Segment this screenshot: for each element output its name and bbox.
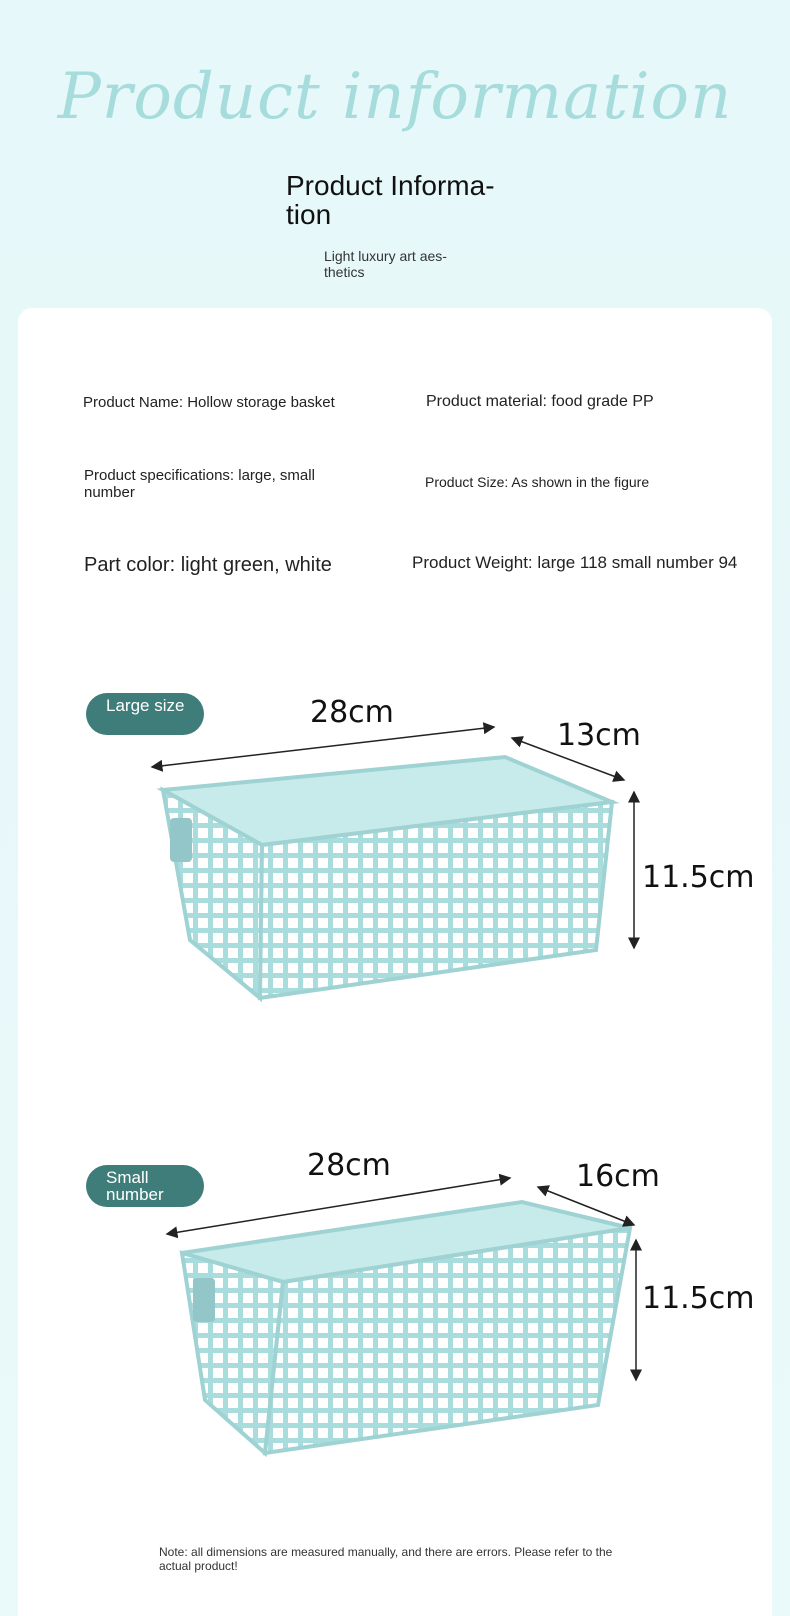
page-subtitle: Light luxury art aes- thetics bbox=[324, 248, 447, 280]
small-width-label: 16cm bbox=[576, 1159, 660, 1194]
large-size-badge: Large size bbox=[86, 693, 204, 735]
large-length-arrow bbox=[152, 727, 494, 767]
large-basket-image bbox=[163, 757, 612, 998]
page-title: Product Informa- tion bbox=[286, 170, 495, 230]
large-width-label: 13cm bbox=[557, 718, 641, 753]
small-basket-image bbox=[182, 1202, 630, 1453]
spec-product-specifications: Product specifications: large, small number bbox=[84, 467, 315, 501]
spec-product-material: Product material: food grade PP bbox=[426, 393, 654, 410]
large-height-label: 11.5cm bbox=[642, 860, 755, 895]
script-title: Product information bbox=[57, 60, 733, 134]
spec-part-color: Part color: light green, white bbox=[84, 554, 332, 576]
small-number-badge: Small number bbox=[86, 1165, 204, 1207]
measurement-note: Note: all dimensions are measured manually, and there are errors. Please refer to the actual product! bbox=[159, 1545, 613, 1573]
large-length-label: 28cm bbox=[310, 695, 394, 730]
spec-product-name: Product Name: Hollow storage basket bbox=[83, 394, 335, 411]
spec-product-weight: Product Weight: large 118 small number 94 bbox=[412, 553, 738, 572]
small-length-label: 28cm bbox=[307, 1148, 391, 1183]
small-height-label: 11.5cm bbox=[642, 1281, 755, 1316]
spec-product-size: Product Size: As shown in the figure bbox=[425, 474, 650, 490]
